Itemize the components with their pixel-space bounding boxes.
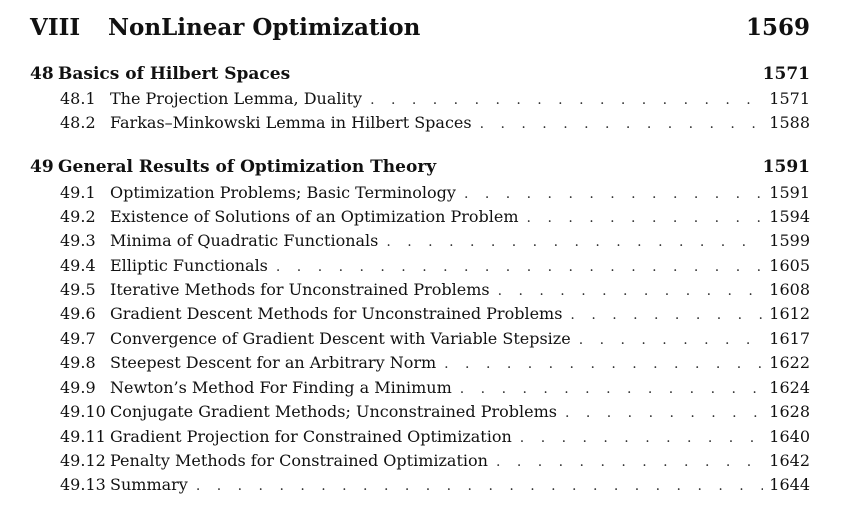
toc-entry (60, 427, 810, 451)
section-page-number: 1594 (769, 207, 810, 226)
section-number: 49.11 (60, 427, 106, 446)
dot-leader (460, 381, 764, 397)
chapter-title: General Results of Optimization Theory (58, 157, 437, 177)
dot-leader (565, 405, 763, 421)
part-page-number: 1569 (745, 14, 810, 41)
section-title: Minima of Quadratic Functionals (110, 231, 379, 250)
section-title: Conjugate Gradient Methods; Unconstrained Problems (110, 402, 557, 421)
dot-leader (570, 307, 763, 323)
dot-leader (464, 186, 763, 202)
part-number: VIII (30, 14, 81, 41)
dot-leader (498, 283, 764, 299)
chapter-page-number: 1591 (762, 157, 810, 177)
toc-entry (60, 231, 810, 255)
section-page-number: 1591 (769, 183, 810, 202)
toc-entry (60, 280, 810, 304)
section-page-number: 1612 (769, 304, 810, 323)
chapter-page-number: 1571 (762, 64, 810, 84)
dot-leader (480, 116, 764, 132)
section-title: Existence of Solutions of an Optimization Problem (110, 207, 519, 226)
dot-leader (196, 478, 763, 494)
section-page-number: 1644 (769, 475, 810, 494)
section-title: Farkas–Minkowski Lemma in Hilbert Spaces (110, 113, 472, 132)
dot-leader (496, 454, 763, 470)
section-page-number: 1622 (769, 353, 810, 372)
section-number: 49.9 (60, 378, 96, 397)
toc-entry (60, 304, 810, 328)
toc-entry (60, 89, 810, 113)
section-title: Optimization Problems; Basic Terminology (110, 183, 456, 202)
section-title: Iterative Methods for Unconstrained Problems (110, 280, 490, 299)
toc-entry (60, 353, 810, 377)
toc-entry (60, 475, 810, 499)
section-page-number: 1624 (769, 378, 810, 397)
section-number: 49.8 (60, 353, 96, 372)
dot-leader (444, 356, 763, 372)
section-page-number: 1605 (769, 256, 810, 275)
dot-leader (520, 430, 763, 446)
chapter-title: Basics of Hilbert Spaces (58, 64, 291, 84)
section-title: Convergence of Gradient Descent with Variable Stepsize (110, 329, 571, 348)
section-page-number: 1640 (769, 427, 810, 446)
section-page-number: 1599 (769, 231, 810, 250)
section-number: 48.1 (60, 89, 96, 108)
dot-leader (579, 332, 764, 348)
toc-entry (60, 378, 810, 402)
part-heading (30, 14, 810, 46)
section-page-number: 1642 (769, 451, 810, 470)
section-number: 49.1 (60, 183, 96, 202)
chapter-heading (30, 64, 810, 88)
section-title: Gradient Descent Methods for Unconstrained Problems (110, 304, 563, 323)
section-number: 49.5 (60, 280, 96, 299)
toc-entry (60, 183, 810, 207)
chapter-heading (30, 157, 810, 181)
dot-leader (386, 234, 763, 250)
dot-leader (276, 259, 763, 275)
section-title: The Projection Lemma, Duality (110, 89, 363, 108)
toc-entry (60, 451, 810, 475)
section-number: 49.2 (60, 207, 96, 226)
section-title: Gradient Projection for Constrained Optimization (110, 427, 512, 446)
toc-entry (60, 113, 810, 137)
toc-entry (60, 329, 810, 353)
chapter-number: 48 (30, 64, 54, 84)
section-title: Steepest Descent for an Arbitrary Norm (110, 353, 437, 372)
toc-entry (60, 402, 810, 426)
section-number: 49.10 (60, 402, 106, 421)
section-number: 48.2 (60, 113, 96, 132)
toc-entry (60, 256, 810, 280)
chapter-number: 49 (30, 157, 54, 177)
section-title: Elliptic Functionals (110, 256, 268, 275)
section-title: Newton’s Method For Finding a Minimum (110, 378, 452, 397)
dot-leader (370, 92, 763, 108)
dot-leader (527, 210, 764, 226)
section-title: Summary (110, 475, 188, 494)
section-page-number: 1571 (769, 89, 810, 108)
section-number: 49.4 (60, 256, 96, 275)
section-title: Penalty Methods for Constrained Optimization (110, 451, 488, 470)
section-page-number: 1628 (769, 402, 810, 421)
section-number: 49.12 (60, 451, 106, 470)
section-number: 49.3 (60, 231, 96, 250)
toc-entry (60, 207, 810, 231)
section-number: 49.6 (60, 304, 96, 323)
section-page-number: 1608 (769, 280, 810, 299)
section-number: 49.7 (60, 329, 96, 348)
section-page-number: 1588 (769, 113, 810, 132)
part-title: NonLinear Optimization (108, 14, 421, 41)
section-page-number: 1617 (769, 329, 810, 348)
section-number: 49.13 (60, 475, 106, 494)
